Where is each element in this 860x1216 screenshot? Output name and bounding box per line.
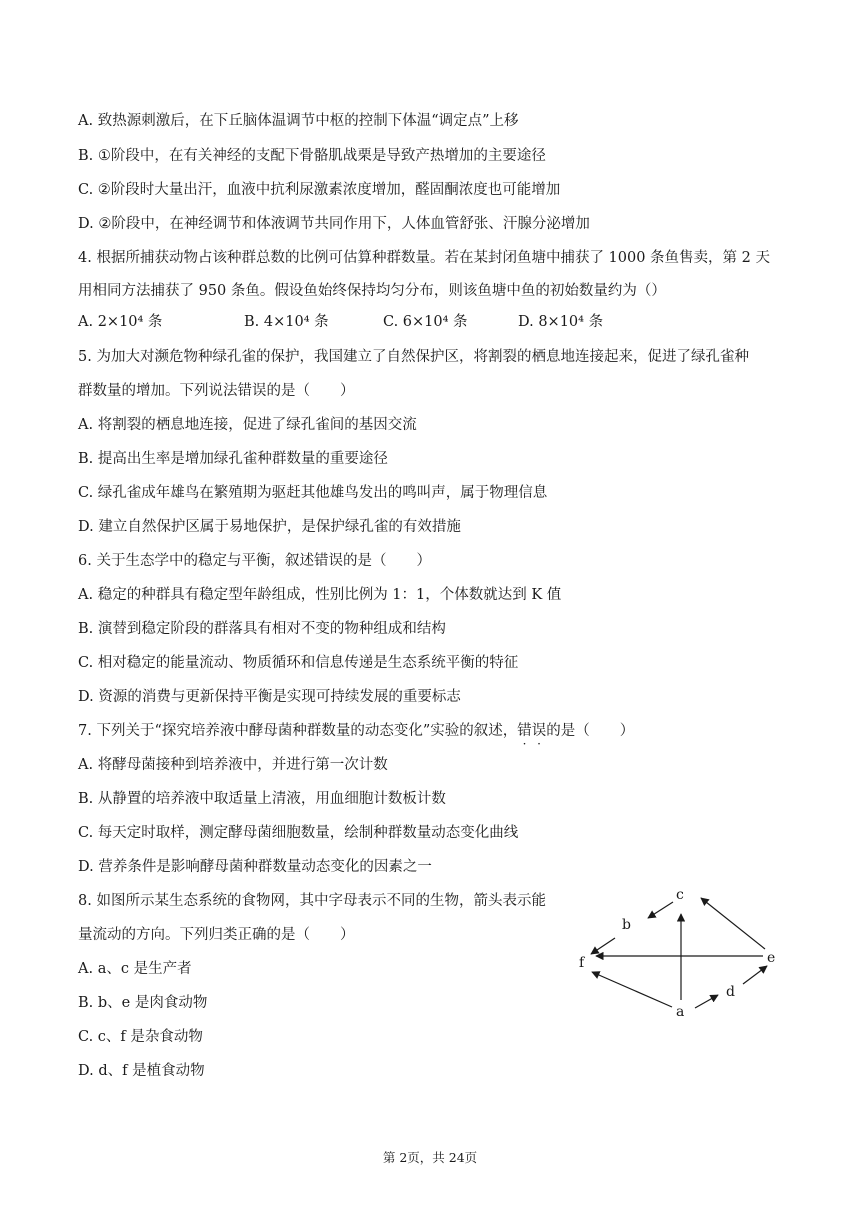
q4-option-d: D. 8×10⁴ 条 <box>518 314 604 330</box>
q4-stem-line2: 用相同方法捕获了 950 条鱼。假设鱼始终保持均匀分布，则该鱼塘中鱼的初始数量约为（） <box>78 283 666 299</box>
node-d: d <box>726 984 735 1000</box>
q6-stem-text: 6. 关于生态学中的稳定与平衡，叙述错误的是（ <box>78 553 387 569</box>
node-c: c <box>676 887 684 903</box>
q6-option-d: D. 资源的消费与更新保持平衡是实现可持续发展的重要标志 <box>78 689 461 705</box>
q7-emphasis-1: 错 <box>517 723 532 739</box>
q5-option-d: D. 建立自然保护区属于易地保护，是保护绿孔雀的有效措施 <box>78 519 461 535</box>
q6-stem <box>78 551 431 571</box>
q6-option-a: A. 稳定的种群具有稳定型年龄组成，性别比例为 1：1，个体数就达到 K 值 <box>78 587 562 603</box>
q5-stem-close: ） <box>340 383 355 399</box>
q5-stem-line2 <box>78 381 355 401</box>
arrow-a-to-d <box>695 995 718 1008</box>
q3-option-a: A. 致热源刺激后，在下丘脑体温调节中枢的控制下体温“调定点”上移 <box>78 113 519 129</box>
q7-stem-tail: 的是（ <box>546 723 590 739</box>
q8-option-b: B. b、e 是肉食动物 <box>78 995 208 1011</box>
q5-option-c: C. 绿孔雀成年雄鸟在繁殖期为驱赶其他雄鸟发出的鸣叫声，属于物理信息 <box>78 485 548 501</box>
q8-stem-close: ） <box>340 927 355 943</box>
node-a: a <box>676 1004 685 1020</box>
q5-stem-line1: 5. 为加大对濒危物种绿孔雀的保护，我国建立了自然保护区，将割裂的栖息地连接起来，促进了绿孔雀种 <box>78 349 749 365</box>
q8-option-d: D. d、f 是植食动物 <box>78 1063 205 1079</box>
q3-option-b: B. ①阶段中，在有关神经的支配下骨骼肌战栗是导致产热增加的主要途径 <box>78 148 546 164</box>
q6-option-c: C. 相对稳定的能量流动、物质循环和信息传递是生态系统平衡的特征 <box>78 655 519 671</box>
q3-option-d: D. ②阶段中，在神经调节和体液调节共同作用下，人体血管舒张、汗腺分泌增加 <box>78 216 590 232</box>
q7-stem <box>78 721 634 741</box>
arrow-a-to-f <box>592 972 672 1007</box>
q4-options-row <box>78 312 778 332</box>
q8-stem-text: 量流动的方向。下列归类正确的是（ <box>78 927 310 943</box>
q4-option-c: C. 6×10⁴ 条 <box>383 314 468 330</box>
food-web-diagram <box>568 882 780 1022</box>
q5-stem-text: 群数量的增加。下列说法错误的是（ <box>78 383 310 399</box>
q8-option-c: C. c、f 是杂食动物 <box>78 1029 203 1045</box>
q7-stem-close: ） <box>619 723 635 739</box>
q7-option-c: C. 每天定时取样，测定酵母菌细胞数量，绘制种群数量动态变化曲线 <box>78 825 519 841</box>
q8-stem-line1: 8. 如图所示某生态系统的食物网，其中字母表示不同的生物，箭头表示能 <box>78 893 546 909</box>
q6-option-b: B. 演替到稳定阶段的群落具有相对不变的物种组成和结构 <box>78 621 446 637</box>
q4-stem-line1: 4. 根据所捕获动物占该种群总数的比例可估算种群数量。若在某封闭鱼塘中捕获了 1000 条鱼售卖，第 2 天 <box>78 250 771 266</box>
arrow-b-to-f <box>591 938 615 954</box>
q6-stem-close: ） <box>416 553 431 569</box>
arrow-d-to-e <box>743 966 767 984</box>
q4-option-b: B. 4×10⁴ 条 <box>244 314 329 330</box>
q4-option-a: A. 2×10⁴ 条 <box>78 314 163 330</box>
node-b: b <box>622 917 631 933</box>
q7-option-d: D. 营养条件是影响酵母菌种群数量动态变化的因素之一 <box>78 859 432 875</box>
q7-option-a: A. 将酵母菌接种到培养液中，并进行第一次计数 <box>78 757 388 773</box>
q7-stem-text: 7. 下列关于“探究培养液中酵母菌种群数量的动态变化”实验的叙述， <box>78 723 518 739</box>
q3-option-c: C. ②阶段时大量出汗，血液中抗利尿激素浓度增加，醛固酮浓度也可能增加 <box>78 182 561 198</box>
q8-option-a: A. a、c 是生产者 <box>78 961 192 977</box>
q5-option-b: B. 提高出生率是增加绿孔雀种群数量的重要途径 <box>78 451 388 467</box>
arrow-c-to-b <box>648 902 673 918</box>
arrow-e-to-c <box>701 898 765 949</box>
q7-emphasis-2: 误 <box>531 723 547 739</box>
page-footer: 第 2页，共 24页 <box>382 1150 478 1165</box>
q5-option-a: A. 将割裂的栖息地连接，促进了绿孔雀间的基因交流 <box>78 417 417 433</box>
q8-stem-line2 <box>78 925 355 945</box>
node-f: f <box>579 955 585 971</box>
q7-option-b: B. 从静置的培养液中取适量上清液，用血细胞计数板计数 <box>78 791 446 807</box>
node-e: e <box>767 950 776 966</box>
